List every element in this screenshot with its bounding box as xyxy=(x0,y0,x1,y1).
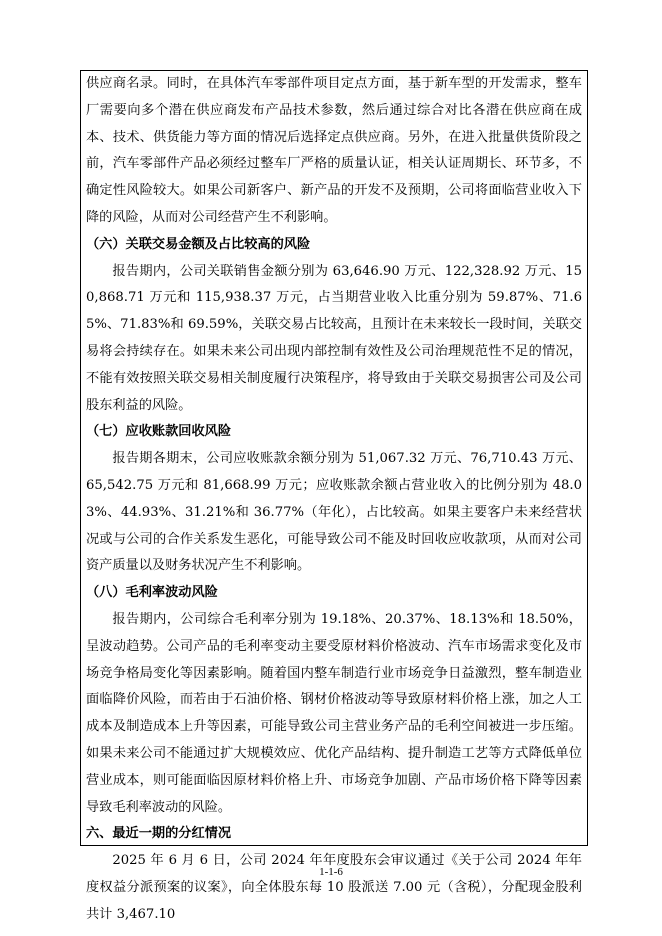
heading-receivables-risk: （七）应收账款回收风险 xyxy=(86,424,232,440)
paragraph-gross-margin-risk: 报告期内，公司综合毛利率分别为 19.18%、20.37%、18.13%和 18.50%，呈波动趋势。公司产品的毛利率变动主要受原材料价格波动、汽车市场需求变化及市场竞争格局变化等因素影响。随着国内整车制造行业市场竞争日益激烈，整车制造业面临降价风险，而若由于石油价格、钢材价格波动等导致原材料价格上涨，加之人工成本及制造成本上升等因素，可能导致公司主营业务产品的毛利空间被进一步压缩。如果未来公司不能通过扩大规模效应、优化产品结构、提升制造工艺等方式降低单位营业成本，则可能面临因原材料价格上升、市场竞争加剧、产品市场价格下降等因素导致毛利率波动的风险。 xyxy=(86,611,582,815)
paragraph-related-party-risk: 报告期内，公司关联销售金额分别为 63,646.90 万元、122,328.92 万元、150,868.71 万元和 115,938.37 万元，占当期营业收入比重分别为 59.87%、71.65%、71.83%和 69.59%，关联交易占比较高，且预计在未来较长一段时间，关联交易将会持续存在。如果未来公司出现内部控制有效性及公司治理规范性不足的情况，不能有效按照关联交易相关制度履行决策程序，将导致由于关联交易损害公司及公司股东利益的风险。 xyxy=(86,263,582,413)
heading-related-party-risk: （六）关联交易金额及占比较高的风险 xyxy=(86,236,311,252)
paragraph-supplier-intro: 供应商名录。同时，在具体汽车零部件项目定点方面，基于新车型的开发需求，整车厂需要向多个潜在供应商发布产品技术参数，然后通过综合对比各潜在供应商在成本、技术、供货能力等方面的情况后选择定点供应商。另外，在进入批量供货阶段之前，汽车零部件产品必须经过整车厂严格的质量认证，相关认证周期长、环节多，不确定性风险较大。如果公司新客户、新产品的开发不及预期，公司将面临营业收入下降的风险，从而对公司经营产生不利影响。 xyxy=(86,76,582,225)
heading-dividend: 六、最近一期的分红情况 xyxy=(86,826,232,842)
page-number: 1-1-6 xyxy=(319,866,343,878)
paragraph-dividend: 2025 年 6 月 6 日，公司 2024 年年度股东会审议通过《关于公司 2024 年年度权益分派预案的议案》，向全体股东每 10 股派送 7.00 元（含税），分配现金股利共计 3,467.10 xyxy=(86,853,582,922)
heading-gross-margin-risk: （八）毛利率波动风险 xyxy=(86,585,218,601)
paragraph-receivables-risk: 报告期各期末，公司应收账款余额分别为 51,067.32 万元、76,710.43 万元、65,542.75 万元和 81,668.99 万元；应收账款余额占营业收入的比例分别为 48.03%、44.93%、31.21%和 36.77%（年化），占比较高。如果主要客户未来经营状况或与公司的合作关系发生恶化，可能导致公司不能及时回收应收款项，从而对公司资产质量以及财务状况产生不利影响。 xyxy=(86,451,582,574)
